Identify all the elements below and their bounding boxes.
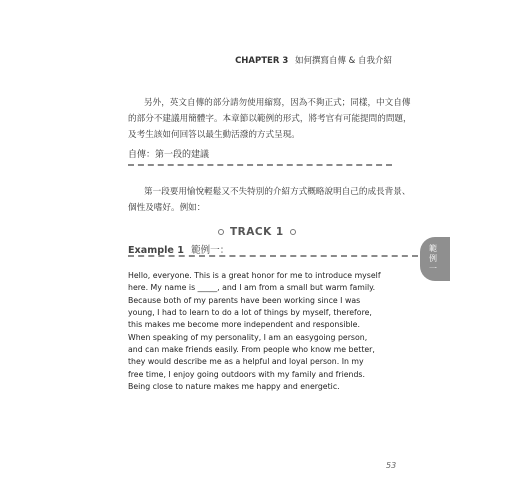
track-bullet-right-icon: [290, 229, 296, 235]
track-bullet-left-icon: [218, 229, 224, 235]
example-line: When speaking of my personality, I am an easygoing person,: [128, 332, 368, 342]
example-text: [128, 270, 392, 393]
example-line: Because both of my parents have been working since I was: [128, 295, 361, 305]
section-heading: 自傳：第一段的建議: [128, 150, 210, 160]
example-line: this makes me become more independent and responsible.: [128, 320, 360, 330]
track-text: TRACK 1: [230, 226, 284, 238]
track-label: [218, 226, 296, 238]
intro-line: 另外，英文自傳的部分請勿使用縮寫，因為不夠正式；同樣，中文自傳: [144, 98, 411, 108]
chapter-title: 如何撰寫自傳 & 自我介紹: [294, 56, 392, 66]
intro-line: 及考生該如何回答以最生動活潑的方式呈現。: [128, 130, 300, 140]
example-label-en: Example 1: [128, 245, 184, 256]
example-divider: [128, 255, 418, 257]
side-tab-label: [426, 244, 440, 274]
example-line: and can make friends easily. From people who know me better,: [128, 345, 375, 355]
side-tab-char: 範: [429, 244, 437, 253]
example-line: here. My name is _____, and I am from a small but warm family.: [128, 283, 376, 293]
example-line: Hello, everyone. This is a great honor for me to introduce myself: [128, 271, 381, 280]
side-tab-char: 例: [429, 254, 437, 263]
side-tab-char: 一: [429, 264, 437, 273]
example-label: [128, 242, 229, 256]
chapter-number: CHAPTER 3: [235, 56, 289, 66]
example-line: Being close to nature makes me happy and energetic.: [128, 382, 340, 392]
page-number: 53: [386, 461, 397, 470]
running-head: [235, 54, 392, 66]
intro-paragraph: [128, 95, 412, 143]
section-divider: [128, 164, 392, 166]
example-label-zh: 範例一：: [190, 245, 230, 256]
section-line: 個性及嗜好。例如：: [128, 203, 206, 213]
section-paragraph: [128, 184, 411, 216]
example-line: young, I had to learn to do a lot of things by myself, therefore,: [128, 308, 372, 318]
intro-line: 的部分不建議用簡體字。本章節以範例的形式，將考官有可能提問的問題，: [128, 114, 412, 124]
section-line: 第一段要用愉悅輕鬆又不失特別的介紹方式概略說明自己的成長背景、: [144, 187, 411, 197]
example-line: free time, I enjoy going outdoors with my family and friends.: [128, 369, 365, 379]
example-line: they would describe me as a helpful and loyal person. In my: [128, 357, 364, 367]
